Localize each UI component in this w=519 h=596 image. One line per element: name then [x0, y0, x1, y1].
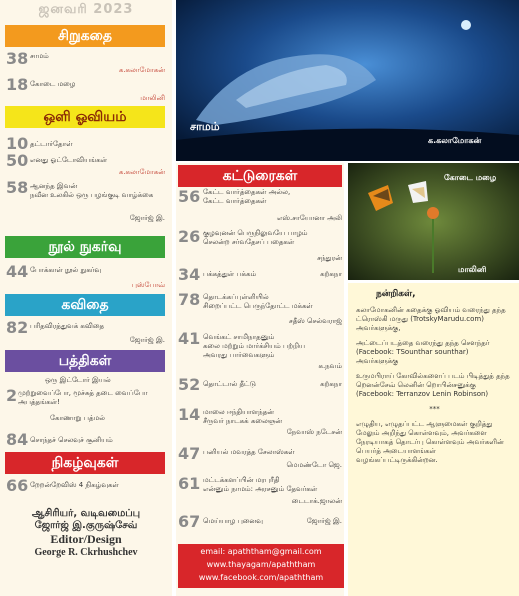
article-author: டைடாக்.ஜாலன்: [291, 497, 342, 505]
page-number: 58: [6, 178, 29, 197]
contact-footer: [178, 544, 344, 588]
page-number: 78: [178, 290, 201, 309]
page-number: 47: [178, 444, 201, 463]
contact-website[interactable]: www.thayagam/apaththam: [206, 560, 316, 569]
article-author: கற்கநா: [320, 270, 342, 278]
article-title[interactable]: கேட்ட வார்த்தைகள் அல்ல, கேட்ட வார்த்தைகள்: [203, 188, 291, 205]
article-title[interactable]: கோடை மழை: [30, 80, 76, 88]
article-title[interactable]: சொந்தச் செலவுச் சூனியம்: [30, 436, 113, 444]
acknowledgement-paragraph: அட்டைப்படத்தை வரைந்து தந்த சௌந்தர் (Facebook: TSounthar sounthar) அவர்களுக்கு: [356, 339, 490, 365]
article-title[interactable]: றேறன்றேவிஸ் 4 நிகழ்வுகள்: [30, 481, 119, 489]
cover-caption-title: சாமம்: [190, 120, 220, 133]
article-author: மெமண்டோ ஜெ.: [286, 461, 342, 469]
page-number: 50: [6, 151, 29, 170]
article-author: எஸ்.சாயாேனா அலி: [277, 214, 342, 222]
article-author: ஜோர்ஜ் இ.: [129, 336, 165, 344]
article-author: க.கலாமோகன்: [118, 66, 165, 74]
page-number: 67: [178, 512, 201, 531]
page-number: 10: [6, 134, 29, 153]
acknowledgement-paragraph: எழுதிய, எழுதப்பட்ட ஆளுமைகள் குறித்து மேலும் அறிந்து கொள்ளவும், அவர்களை நேரடியாகத் தொடர்பு கொள்ளவும் அவர்களின் பெயர்த் அடையாளங்கள் வழங்கப்பட்டிருக்கின்றன.: [356, 420, 504, 464]
section-header-book-review: நூல் நுகர்வு: [5, 236, 165, 258]
article-author: கற்கநா: [320, 380, 342, 388]
article-author: ஜோர்ஜ் இ.: [129, 214, 165, 222]
article-title[interactable]: வெங்கட் சாமிநாதனும் கலை மற்றும் மார்க்சியம் பற்றிய அவரது பார்வைகளும்: [203, 333, 306, 359]
butterfly-illustration: [348, 163, 519, 280]
cover-illustration: [176, 0, 519, 161]
acknowledgement-paragraph: உருமபிராய் கோவில்களைப் படம் பிடித்துத் தந்த றெனன்சேவ் லெனின் றொபின்சனுக்கு (Facebook: Terranzov Lenin Robinson): [356, 372, 510, 398]
article-title[interactable]: பக்கத்துள் பக்கம்: [203, 270, 257, 278]
page-number: 14: [178, 405, 201, 424]
issue-date: ஜனவரி 2023: [38, 2, 134, 17]
credits-name-english: George R. Ckrhushchev: [34, 547, 138, 558]
article-author: க.கலாமோகன்: [118, 168, 165, 176]
article-author: மாலினி: [140, 94, 165, 102]
page-number: 56: [178, 187, 201, 206]
page-number: 26: [178, 227, 201, 246]
page-number: 66: [6, 476, 29, 495]
page-number: 44: [6, 262, 29, 281]
article-author: சதீஸ் செல்வராஜ்: [288, 317, 342, 325]
article-title[interactable]: தொடக்கப்புள்ளியில் சிறைப்பட்ட பெருந்தோட்ட மக்கள்: [203, 293, 313, 310]
article-author: ஜோர்ஜ் இ.: [306, 517, 342, 525]
column-intro: ஒரு இட்டோர் இயல்: [45, 376, 111, 384]
article-title[interactable]: பரிதவிரத்துவக் கவிதை: [30, 322, 105, 330]
page-number: 41: [178, 329, 201, 348]
article-title[interactable]: தட்டார்தோள்: [30, 140, 73, 148]
acknowledgements-title: நன்றிகள்,: [376, 289, 416, 299]
article-author: க.நவம்: [318, 362, 342, 370]
section-header-essays: கட்டுரைகள்: [178, 165, 342, 187]
contact-facebook[interactable]: www.facebook.com/apaththam: [198, 573, 324, 582]
section-header-short-story: சிறுகதை: [5, 25, 165, 47]
page-number: 2: [6, 386, 18, 405]
article-title[interactable]: தொட்டால் தீட்டு: [203, 380, 256, 388]
article-title[interactable]: மெய்யாழ புனைவு: [203, 517, 263, 525]
acknowledgements-panel: [348, 283, 519, 596]
article-author: சந்துரன்: [317, 254, 342, 262]
article-title[interactable]: பனியல் மவரத்த சேலாஸ்கள்: [203, 448, 295, 456]
illustration-caption-title: கோடை மழை: [444, 173, 497, 182]
article-title[interactable]: குழவுனன் பெருநிலுவயே பாழம் செலன்ற சர்வதேசப் பதைகள்: [203, 229, 308, 246]
section-header-columns: பத்திகள்: [5, 350, 165, 372]
article-author: நேவாஸ் நடேசன்: [286, 428, 342, 436]
credits-role-tamil: ஆசிரியர், வடிவமைப்பு: [31, 508, 141, 519]
section-header-events: நிகழ்வுகள்: [5, 452, 165, 474]
page-number: 61: [178, 474, 201, 493]
credits: [0, 500, 172, 558]
article-author: புஸ்போவ்: [131, 281, 165, 289]
page-number: 84: [6, 430, 29, 449]
acknowledgement-separator: ***: [429, 405, 440, 413]
page-number: 82: [6, 318, 29, 337]
section-header-photo-art: ஒளி ஓவியம்: [5, 106, 165, 128]
article-title[interactable]: மாலை ஈந்தியாளந்தன் சீருவர் நாடகக் கலைஞன்: [203, 408, 283, 425]
contact-email[interactable]: email: apaththam@gmail.com: [200, 547, 322, 556]
article-title[interactable]: ஆனந்த இவன் நவீன உலகில் ஒரு பழங்குடி வாழ்க்கை: [30, 182, 154, 199]
cover-caption-author: க.கலாமோகன்: [428, 136, 482, 145]
article-title[interactable]: எனது ஓட்டோவியங்கள்: [30, 156, 108, 164]
acknowledgements-body: [356, 306, 513, 465]
page-number: 52: [178, 375, 201, 394]
illustration-caption-author: மாலினி: [458, 265, 487, 274]
page-number: 18: [6, 75, 29, 94]
article-author: கோணாறு பத்மல்: [50, 414, 105, 422]
article-title[interactable]: போக்காள் நூல் நுகர்வு: [30, 266, 102, 274]
article-title[interactable]: முற்றுவைப்போ, மூச்சுத் தடை வைப்போ அபத்தங்கள்!: [18, 389, 148, 406]
page-number: 34: [178, 265, 201, 284]
section-header-poetry: கவிதை: [5, 294, 165, 316]
article-title[interactable]: சாமம்: [30, 52, 49, 60]
page-number: 38: [6, 49, 29, 68]
credits-role-english: Editor/Design: [50, 532, 122, 546]
acknowledgement-paragraph: கலாமோகனின் கதைக்கு ஓவியம் வரைந்து தந்த ட்ரொஸ்கி மருது (TrotskyMarudu.com) அவர்களுக்கு,: [356, 306, 506, 332]
article-title[interactable]: மட்டக்களப்பின் மரபுரீதி என்னும் நாமம்: அரசனும் தேவர்கள்: [203, 476, 318, 493]
credits-name-tamil: ஜோர்ஜ் இ.குருஷ்சேவ்: [34, 520, 138, 531]
